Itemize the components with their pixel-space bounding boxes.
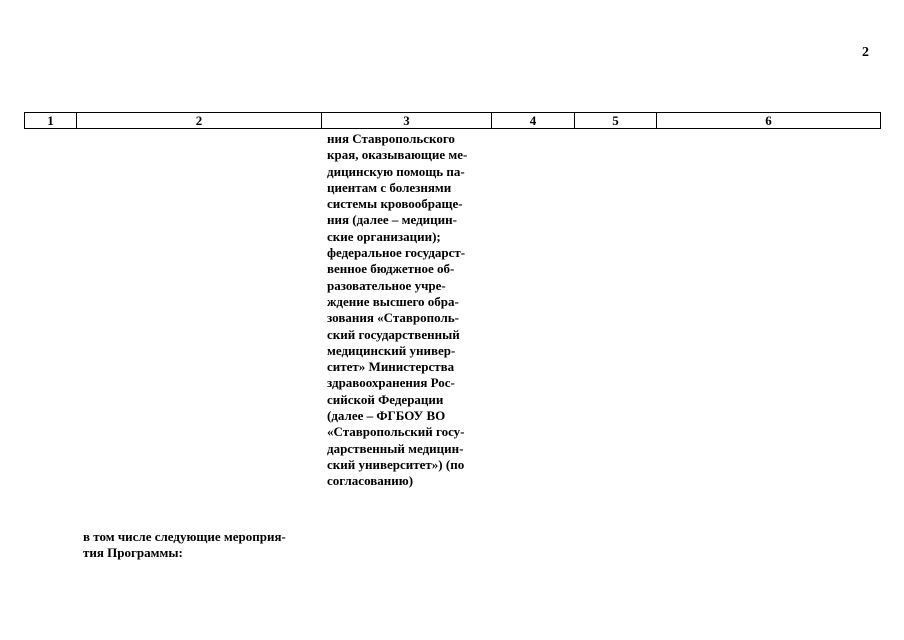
- column2-cell-text: [83, 529, 321, 561]
- text-line: (далее – ФГБОУ ВО: [327, 408, 446, 424]
- column-header-5: 5: [575, 113, 657, 129]
- text-line: сийской Федерации: [327, 391, 444, 407]
- page-number: 2: [862, 45, 869, 60]
- column-header-2: 2: [77, 113, 322, 129]
- text-line: дарственный медицин-: [327, 440, 464, 456]
- text-line: согласованию): [327, 473, 414, 489]
- text-line: тия Программы:: [83, 545, 183, 560]
- text-line: медицинский универ-: [327, 342, 456, 358]
- column-header-1: 1: [25, 113, 77, 129]
- column-header-6: 6: [657, 113, 881, 129]
- text-line: системы кровообраще-: [327, 196, 463, 212]
- column-header-3: 3: [322, 113, 492, 129]
- text-line: ждение высшего обра-: [327, 293, 459, 309]
- text-line: ситет» Министерства: [327, 359, 455, 375]
- text-line: ский государственный: [327, 326, 460, 342]
- text-line: ские организации);: [327, 228, 441, 244]
- text-line: ский университет») (по: [327, 456, 465, 472]
- text-line: ния (далее – медицин-: [327, 212, 457, 228]
- table-header-row: [24, 112, 881, 129]
- column-header-4: 4: [492, 113, 575, 129]
- text-line: «Ставропольский госу-: [327, 424, 465, 440]
- text-line: ния Ставропольского: [327, 131, 455, 146]
- text-line: здравоохранения Рос-: [327, 375, 455, 391]
- text-line: зования «Ставрополь-: [327, 310, 459, 326]
- text-line: циентам с болезнями: [327, 179, 452, 195]
- text-line: разовательное учре-: [327, 277, 446, 293]
- text-line: венное бюджетное об-: [327, 261, 455, 277]
- text-line: федеральное государст-: [327, 245, 466, 261]
- text-line: дицинскую помощь па-: [327, 163, 465, 179]
- text-line: края, оказывающие ме-: [327, 147, 468, 163]
- text-line: в том числе следующие мероприя-: [83, 529, 286, 544]
- column3-cell-text: [327, 131, 485, 490]
